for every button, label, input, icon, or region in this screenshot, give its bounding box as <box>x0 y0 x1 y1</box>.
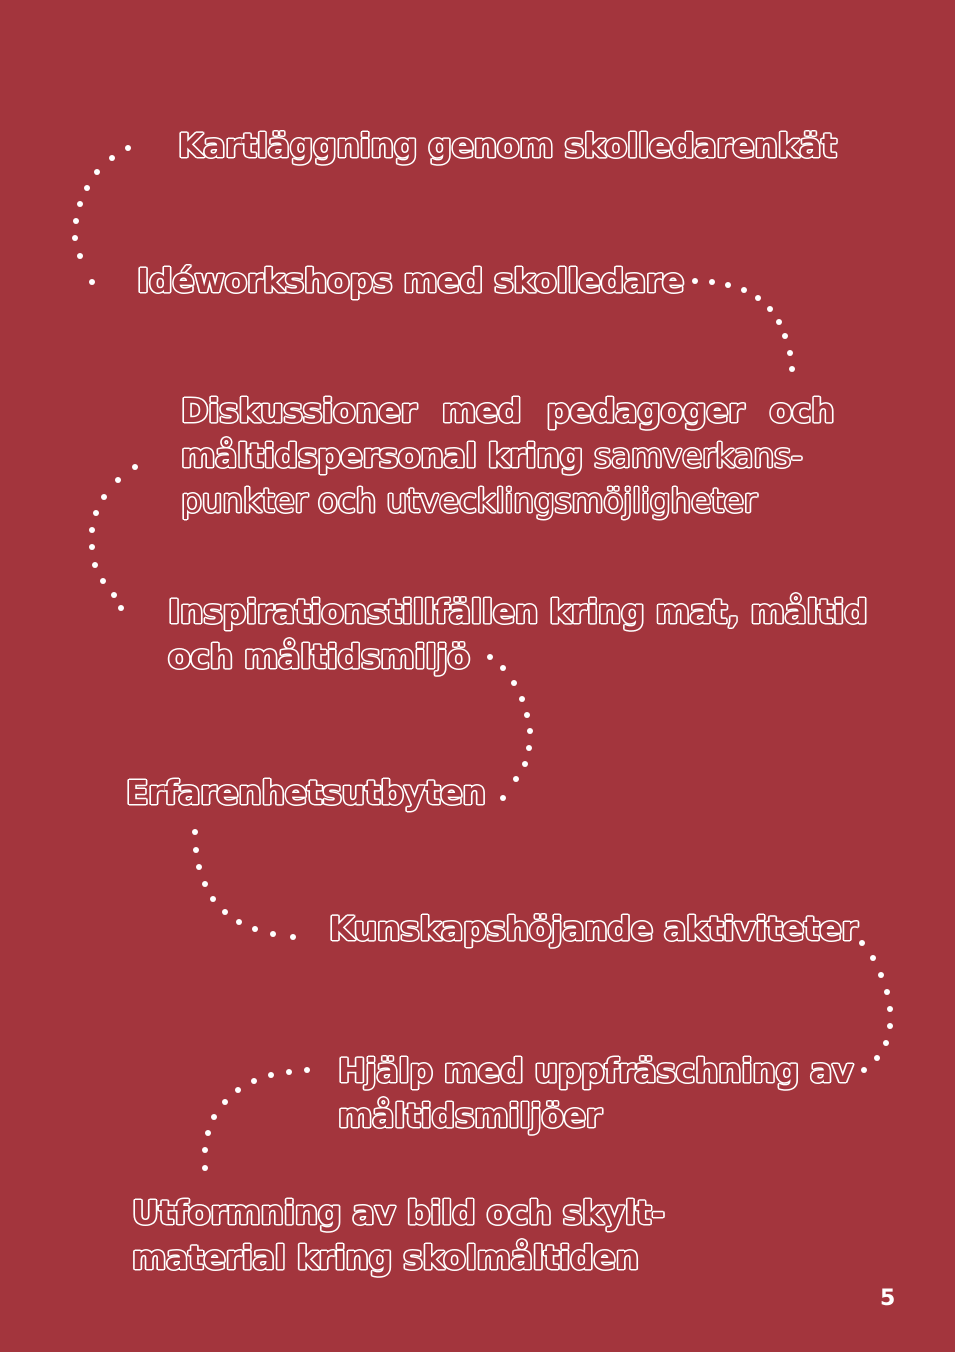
step-7-line-1: Hjälp med uppfräschning av <box>338 1051 854 1090</box>
step-3-discussions <box>181 388 834 523</box>
step-8-line-1: Utformning av bild och skylt- <box>132 1193 665 1232</box>
step-3-line-2-bold: måltidspersonal kring <box>181 436 583 475</box>
step-1-survey: Kartläggning genom skolledarenkät <box>178 126 837 165</box>
step-4-line-1: Inspirationstillfällen kring mat, måltid <box>168 592 868 631</box>
step-2-workshops: Idéworkshops med skolledare <box>137 261 684 300</box>
page-number: 5 <box>880 1286 896 1311</box>
step-3-line-3: punkter och utvecklingsmöjligheter <box>181 481 757 520</box>
step-6-knowledge-activities: Kunskapshöjande aktiviteter <box>329 909 858 948</box>
step-8-signage-design <box>132 1190 665 1280</box>
step-3-line-2-light: samverkans- <box>594 436 803 475</box>
step-3-line-1: Diskussioner med pedagoger och <box>181 391 835 430</box>
step-4-inspiration <box>168 589 867 679</box>
step-8-line-2: material kring skolmåltiden <box>132 1238 639 1277</box>
step-3-line-2 <box>181 433 834 478</box>
step-4-line-2: och måltidsmiljö <box>168 637 470 676</box>
step-7-line-2: måltidsmiljöer <box>338 1096 602 1135</box>
step-7-refresh-help <box>338 1048 853 1138</box>
step-5-exchange: Erfarenhetsutbyten <box>126 773 486 812</box>
